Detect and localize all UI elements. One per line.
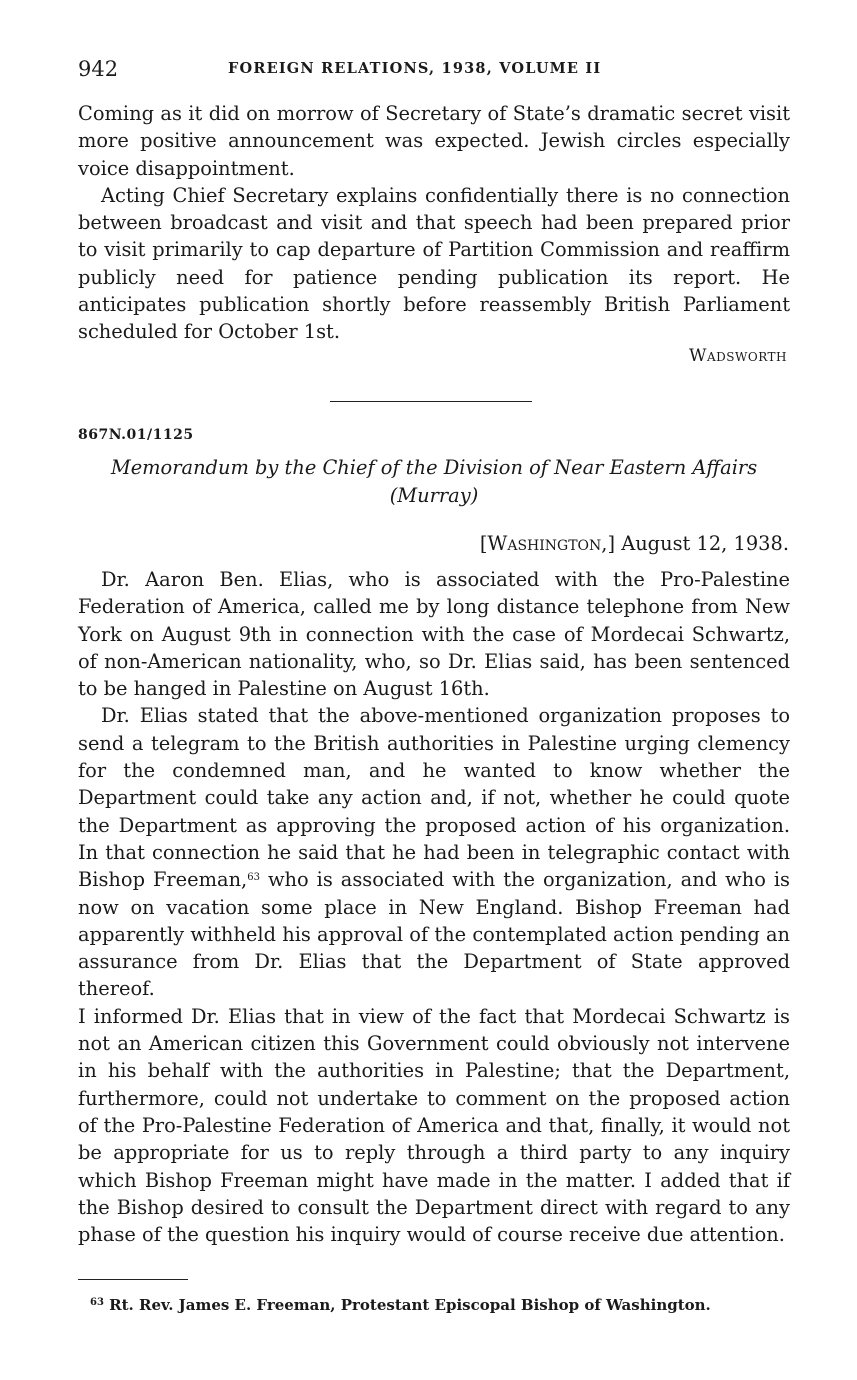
paragraph: Coming as it did on morrow of Secretary of State’s dramatic secret visit more positive announcement was expected. Jewish circles especially voice disappointment. — [78, 102, 790, 180]
paragraph: Acting Chief Secretary explains confidentially there is no connection between broadcast and visit and that speech had been prepared prior to visit primarily to cap departure of Partition Commission and reaffirm publicly need for patience pending publication its report. He anticipates publication shortly before reassembly British Parliament scheduled for October 1st. — [78, 183, 790, 344]
document-title — [78, 454, 790, 510]
page-number: 942 — [78, 57, 119, 81]
footnote — [90, 1294, 790, 1316]
previous-document-text — [78, 100, 790, 346]
paragraph: I informed Dr. Elias that in view of the fact that Mordecai Schwartz is not an American citizen this Government could obviously not intervene in his behalf with the authorities in Palestine; that the Department, furthermore, could not undertake to comment on the proposed action of the Pro-Palestine Federation of America and that, finally, it would not be appropriate for us to reply through a third party to any inquiry which Bishop Freeman might have made in the matter. I added that if the Bishop desired to consult the Department direct with regard to any phase of the question his inquiry would of course receive due attention. — [78, 1004, 790, 1247]
memorandum-body — [78, 566, 790, 1248]
document-title-line: (Murray) — [389, 484, 479, 507]
document-title-line: Memorandum by the Chief of the Division of Near Eastern Affairs — [110, 456, 758, 479]
signature: Wadsworth — [689, 346, 787, 366]
footnote-marker: 63 — [90, 1297, 104, 1308]
dateline — [480, 530, 789, 558]
dateline-place: [Washington,] — [479, 532, 616, 555]
footnote-text: Rt. Rev. James E. Freeman, Protestant Episcopal Bishop of Washington. — [109, 1296, 711, 1314]
paragraph — [78, 702, 790, 1002]
footnote-reference: 63 — [247, 872, 260, 884]
paragraph-text: who is associated with the organization, and who is now on vacation some place in New England. Bishop Freeman had apparently withheld his approval of the contemplated action pending an assurance from Dr. Elias that the Department of State approved thereof. — [78, 868, 790, 1001]
running-head: FOREIGN RELATIONS, 1938, VOLUME II — [228, 60, 602, 77]
dateline-date: August 12, 1938. — [621, 532, 789, 555]
page-header — [78, 55, 790, 83]
paragraph: Dr. Aaron Ben. Elias, who is associated with the Pro-Palestine Federation of America, called me by long distance telephone from New York on August 9th in connection with the case of Mordecai Schwartz, of non-American nationality, who, so Dr. Elias said, has been sentenced to be hanged in Palestine on August 16th. — [78, 568, 790, 701]
paragraph-text: Dr. Elias stated that the above-mentioned organization proposes to send a telegram to the British authorities in Palestine urging clemency for the condemned man, and he wanted to know whether the Department could take any action and, if not, whether he could quote the Department as approving the proposed action of his organization. In that connection he said that he had been in telegraphic contact with Bishop Freeman, — [78, 704, 790, 892]
footnote-divider — [78, 1279, 188, 1280]
file-number: 867N.01/1125 — [78, 427, 194, 443]
section-divider — [330, 401, 532, 402]
